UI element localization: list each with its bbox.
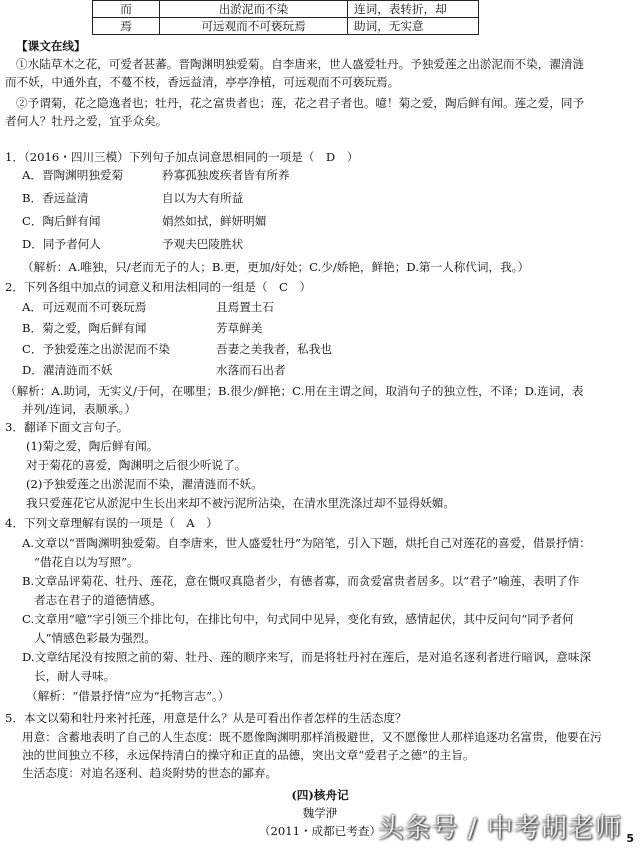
passage-line: ②予谓菊，花之隐逸者也；牡丹，花之富贵者也；莲，花之君子者也。噫！菊之爱，陶后鲜有闻。莲之爱，同予 — [16, 96, 585, 110]
q4-analysis: （解析：“借景抒情”应为“托物言志”。） — [26, 689, 230, 703]
next-section-source: （2011・成都已考查） — [258, 824, 382, 838]
next-section-author: 魏学洢 — [302, 806, 338, 820]
question-1-stem: 1．（2016・四川三模）下列句子加点词意思相同的一项是（ D ） — [5, 150, 359, 164]
watermark-logo: 头条号 / 中考胡老师 — [377, 813, 622, 844]
table-row — [93, 1, 479, 18]
q4-option-d-line: D.文章结尾没有按照之前的菊、牡丹、莲的顺序来写，而是将牡丹衬在莲后，是对追名逐利者进行暗讽，意味深 — [22, 650, 592, 664]
q4-option-a-line: “借花自以为写照”。 — [34, 555, 139, 569]
q5-answer-line: 生活态度：对追名逐利、趋炎附势的世态的鄙弃。 — [22, 766, 278, 780]
q2-option-a-left: A．可远观而不可亵玩焉 — [22, 300, 147, 314]
passage-line: 者何人？牡丹之爱，宜乎众矣。 — [5, 114, 168, 128]
table-cell-usage: 助词，无实意 — [348, 18, 479, 35]
q1-option-c-right: 娟然如拭，鲜妍明媚 — [162, 214, 267, 228]
passage-line: 而不妖，中通外直，不蔓不枝，香远益清，亭亭净植，可远观而不可亵玩焉。 — [5, 75, 400, 89]
q4-option-b-line: 者志在君子的道德情感。 — [34, 593, 162, 607]
table-cell-usage: 连词，表转折，却 — [348, 1, 479, 18]
q5-answer-line: 浊的世间独立不移，永远保持清白的操守和正直的品德，突出文章“爱君子之德”的主旨。 — [22, 748, 475, 762]
q3-sentence-2: (2)予独爱莲之出淤泥而不染，濯清涟而不妖。 — [26, 477, 263, 491]
question-3-stem: 3．翻译下面文言句子。 — [5, 420, 129, 434]
question-4-stem: 4．下列文章理解有误的一项是（ A ） — [5, 516, 218, 530]
q3-answer-2: 我只爱莲花它从淤泥中生长出来却不被污泥所沾染，在清水里洗涤过却不显得妖媚。 — [26, 496, 455, 510]
table-cell-example: 可远观而不可亵玩焉 — [160, 18, 348, 35]
table-cell-example: 出淤泥而不染 — [160, 1, 348, 18]
q2-option-b-right: 芳草鲜美 — [216, 321, 263, 335]
question-5-stem: 5．本文以菊和牡丹来衬托莲，用意是什么？从是可看出作者怎样的生活态度？ — [5, 711, 407, 725]
q2-option-c-left: C．予独爱莲之出淤泥而不染 — [22, 342, 170, 356]
q1-option-d-right: 予观夫巴陵胜状 — [162, 237, 244, 251]
q3-answer-1: 对于菊花的喜爱，陶渊明之后很少听说了。 — [26, 458, 247, 472]
table-cell-word: 焉 — [93, 18, 160, 35]
q2-option-c-right: 吾妻之美我者，私我也 — [216, 342, 332, 356]
q1-option-d-left: D．同予者何人 — [22, 237, 101, 251]
q2-analysis-line: （解析：A.助词，无实义/于何，在哪里；B.很少/鲜艳；C.用在主谓之间，取消句子的独立性，不译；D.连词，表 — [5, 384, 584, 398]
q2-analysis-line: 并列/连词，表顺承。） — [22, 402, 137, 416]
q1-analysis: （解析：A.唯独，只/老而无子的人；B.更，更加/好处；C.少/娇艳，鲜艳；D.第一人称代词，我。） — [22, 260, 530, 274]
question-2-stem: 2．下列各组中加点的词意义和用法相同的一组是（ C ） — [5, 280, 312, 294]
q4-option-c-line: 人”情感色彩最为强烈。 — [34, 631, 156, 645]
q3-sentence-1: (1)菊之爱，陶后鲜有闻。 — [26, 439, 159, 453]
q1-option-b-right: 自以为大有所益 — [162, 191, 244, 205]
page-number: 5 — [626, 832, 634, 846]
next-section-title: (四)核舟记 — [291, 788, 349, 802]
q4-option-b-line: B.文章品评菊花、牡丹、莲花，意在慨叹真隐者少，有德者寡，而贪爱富贵者居多。以“君子”喻莲，表明了作 — [22, 574, 580, 588]
q2-option-a-right: 且焉置土石 — [216, 300, 274, 314]
q1-option-b-left: B．香远益清 — [22, 191, 89, 205]
section-heading: 【课文在线】 — [16, 39, 86, 53]
q4-option-c-line: C.文章用“噫”字引领三个排比句，在排比句中，句式同中见异，变化有致，感情起伏，其中反问句“同予者何 — [22, 612, 574, 626]
word-usage-table — [92, 0, 479, 35]
q2-option-b-left: B．菊之爱，陶后鲜有闻 — [22, 321, 147, 335]
q5-answer-line: 用意：含蓄地表明了自己的人生态度：既不愿像陶渊明那样消极避世，又不愿像世人那样追逐功名富贵，他要在污 — [22, 730, 602, 744]
q1-option-a-left: A．晋陶渊明独爱菊 — [22, 168, 124, 182]
table-cell-word: 而 — [93, 1, 160, 18]
q2-option-d-left: D．濯清涟而不妖 — [22, 363, 113, 377]
passage-line: ①水陆草木之花，可爱者甚蕃。晋陶渊明独爱菊。自李唐来，世人盛爱牡丹。予独爱莲之出淤泥而不染，濯清涟 — [16, 57, 585, 71]
q4-option-a-line: A.文章以“晋陶渊明独爱菊。自李唐来，世人盛爱牡丹”为陪笔，引入下题，烘托自己对莲花的喜爱，借景抒情： — [22, 536, 591, 550]
q1-option-c-left: C．陶后鲜有闻 — [22, 214, 101, 228]
q1-option-a-right: 矜寡孤独废疾者皆有所养 — [162, 168, 290, 182]
table-row — [93, 18, 479, 35]
q4-option-d-line: 长，耐人寻味。 — [34, 669, 116, 683]
q2-option-d-right: 水落而石出者 — [216, 363, 286, 377]
